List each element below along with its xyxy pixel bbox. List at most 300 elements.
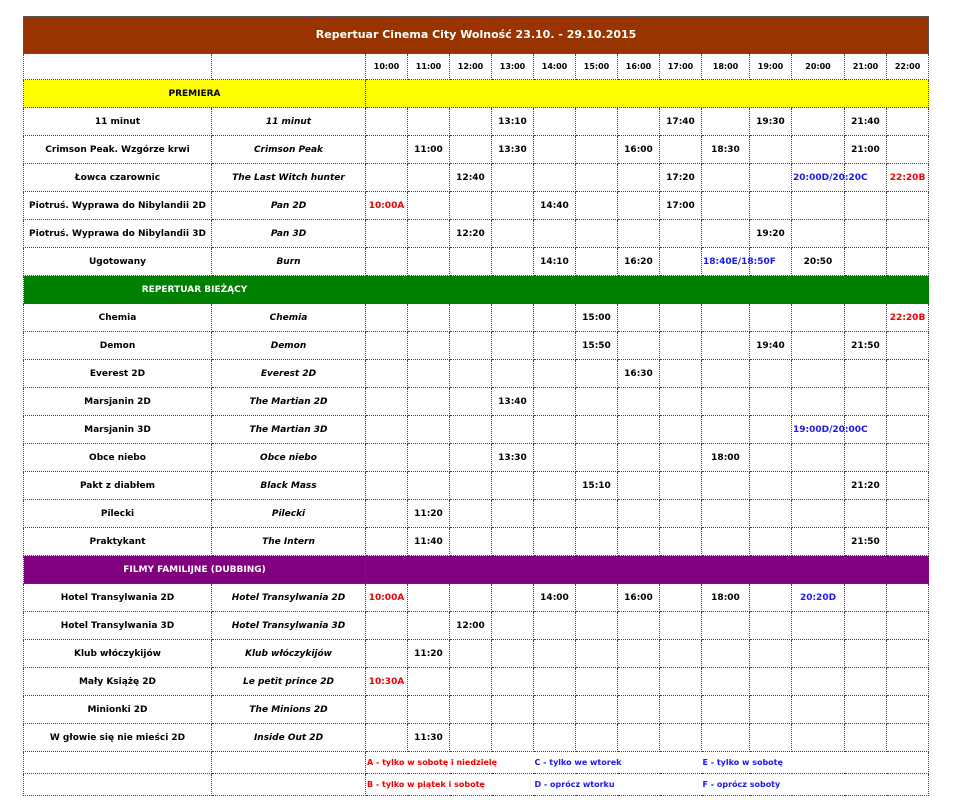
legend-note: F - oprócz soboty xyxy=(702,774,929,796)
movie-title-original: 11 minut xyxy=(212,108,366,136)
movie-row xyxy=(24,612,929,640)
showtime-cell xyxy=(702,192,750,220)
showtime-cell xyxy=(576,248,618,276)
showtime-cell: 16:30 xyxy=(618,360,660,388)
showtime-cell xyxy=(792,724,845,752)
showtime-cell xyxy=(366,528,408,556)
showtime-cell: 13:30 xyxy=(492,444,534,472)
showtime-cell xyxy=(660,640,702,668)
showtime-cell xyxy=(492,164,534,192)
showtime-cell xyxy=(660,696,702,724)
movie-row xyxy=(24,360,929,388)
movie-title-pl: Demon xyxy=(24,332,212,360)
showtime-cell xyxy=(845,696,887,724)
movie-title-original: Burn xyxy=(212,248,366,276)
showtime-cell xyxy=(792,388,845,416)
showtime-cell xyxy=(408,388,450,416)
showtime-cell xyxy=(618,416,660,444)
showtime-cell xyxy=(792,192,845,220)
movie-row xyxy=(24,136,929,164)
showtime-cell xyxy=(492,332,534,360)
showtime-cell xyxy=(887,612,929,640)
showtime-cell xyxy=(887,668,929,696)
showtime-cell xyxy=(887,640,929,668)
showtime-cell xyxy=(750,472,792,500)
showtime-cell xyxy=(534,696,576,724)
showtime-cell: 18:00 xyxy=(702,584,750,612)
showtime-cell: 10:00A xyxy=(366,192,408,220)
movie-title-pl: Crimson Peak. Wzgórze krwi xyxy=(24,136,212,164)
showtime-cell xyxy=(792,472,845,500)
legend-note: E - tylko w sobotę xyxy=(702,752,929,774)
showtime-cell: 11:40 xyxy=(408,528,450,556)
hour-header: 16:00 xyxy=(618,54,660,80)
showtime-cell xyxy=(660,388,702,416)
movie-title-pl: Piotruś. Wyprawa do Nibylandii 3D xyxy=(24,220,212,248)
showtime-cell xyxy=(408,332,450,360)
showtime-cell xyxy=(534,416,576,444)
showtime-cell xyxy=(492,528,534,556)
showtime-cell xyxy=(534,472,576,500)
showtime-cell xyxy=(750,668,792,696)
showtime-cell xyxy=(576,136,618,164)
showtime-cell: 21:50 xyxy=(845,332,887,360)
showtime-cell xyxy=(618,500,660,528)
movie-row xyxy=(24,164,929,192)
showtime-cell xyxy=(750,388,792,416)
showtime-cell: 16:00 xyxy=(618,136,660,164)
showtime-cell: 14:40 xyxy=(534,192,576,220)
movie-title-pl: Mały Książę 2D xyxy=(24,668,212,696)
showtime-cell xyxy=(887,136,929,164)
showtime-cell xyxy=(534,388,576,416)
showtime-cell xyxy=(845,444,887,472)
movie-title-pl: Hotel Transylwania 2D xyxy=(24,584,212,612)
movie-title-original: The Last Witch hunter xyxy=(212,164,366,192)
showtime-cell xyxy=(618,640,660,668)
legend-blank xyxy=(24,774,212,796)
movie-row xyxy=(24,696,929,724)
movie-row xyxy=(24,192,929,220)
movie-title-pl: Piotruś. Wyprawa do Nibylandii 2D xyxy=(24,192,212,220)
showtime-cell xyxy=(534,528,576,556)
showtime-cell: 17:00 xyxy=(660,192,702,220)
showtime-cell xyxy=(450,500,492,528)
showtime-cell: 21:20 xyxy=(845,472,887,500)
section-label: PREMIERA xyxy=(24,80,366,108)
showtime-cell xyxy=(366,108,408,136)
showtime-cell xyxy=(618,220,660,248)
showtime-cell xyxy=(366,472,408,500)
showtime-cell xyxy=(845,584,887,612)
showtime-cell xyxy=(702,724,750,752)
showtime-cell xyxy=(702,696,750,724)
hour-header: 17:00 xyxy=(660,54,702,80)
showtime-cell xyxy=(660,136,702,164)
showtime-cell xyxy=(750,136,792,164)
movie-title-pl: Marsjanin 3D xyxy=(24,416,212,444)
movie-row xyxy=(24,724,929,752)
movie-row xyxy=(24,640,929,668)
showtime-cell xyxy=(366,332,408,360)
showtime-cell xyxy=(366,416,408,444)
showtime-cell xyxy=(618,304,660,332)
showtime-cell xyxy=(887,696,929,724)
hour-header: 13:00 xyxy=(492,54,534,80)
showtime-cell xyxy=(618,472,660,500)
showtime-cell: 11:30 xyxy=(408,724,450,752)
showtime-cell xyxy=(576,192,618,220)
showtime-cell: 10:30A xyxy=(366,668,408,696)
schedule-table xyxy=(23,16,929,796)
movie-row xyxy=(24,108,929,136)
movie-title-pl: Hotel Transylwania 3D xyxy=(24,612,212,640)
showtime-cell xyxy=(845,192,887,220)
movie-title-pl: Łowca czarownic xyxy=(24,164,212,192)
showtime-cell: 12:00 xyxy=(450,612,492,640)
movie-row xyxy=(24,584,929,612)
showtime-cell xyxy=(492,640,534,668)
showtime-cell xyxy=(534,164,576,192)
showtime-cell xyxy=(366,304,408,332)
movie-title-original: Black Mass xyxy=(212,472,366,500)
showtime-cell: 17:40 xyxy=(660,108,702,136)
showtime-cell xyxy=(366,640,408,668)
movie-title-original: Hotel Transylwania 2D xyxy=(212,584,366,612)
showtime-cell xyxy=(618,612,660,640)
showtime-cell xyxy=(845,612,887,640)
showtime-cell: 19:30 xyxy=(750,108,792,136)
section-band xyxy=(366,80,929,108)
showtime-cell xyxy=(887,108,929,136)
showtime-cell xyxy=(702,416,750,444)
showtime-cell xyxy=(750,696,792,724)
showtime-cell xyxy=(660,220,702,248)
showtime-cell xyxy=(408,108,450,136)
showtime-cell xyxy=(534,724,576,752)
showtime-cell: 13:40 xyxy=(492,388,534,416)
showtime-cell xyxy=(660,248,702,276)
showtime-cell xyxy=(750,612,792,640)
showtime-cell: 20:00D/20:20C xyxy=(792,164,845,192)
showtime-cell xyxy=(887,500,929,528)
movie-title-pl: Klub włóczykijów xyxy=(24,640,212,668)
showtime-cell xyxy=(845,248,887,276)
movie-title-original: Pilecki xyxy=(212,500,366,528)
section-row xyxy=(24,276,929,304)
showtime-cell xyxy=(660,360,702,388)
showtime-cell xyxy=(408,192,450,220)
showtime-cell xyxy=(660,528,702,556)
showtime-cell xyxy=(534,444,576,472)
movie-title-original: Demon xyxy=(212,332,366,360)
page-title: Repertuar Cinema City Wolność 23.10. - 29.10.2015 xyxy=(24,17,929,54)
showtime-cell: 11:00 xyxy=(408,136,450,164)
legend-blank xyxy=(212,752,366,774)
showtime-cell xyxy=(450,444,492,472)
movie-title-original: Chemia xyxy=(212,304,366,332)
showtime-cell: 16:00 xyxy=(618,584,660,612)
showtime-cell: 21:50 xyxy=(845,528,887,556)
movie-row xyxy=(24,248,929,276)
showtime-cell xyxy=(660,304,702,332)
showtime-cell: 14:00 xyxy=(534,584,576,612)
showtime-cell xyxy=(750,444,792,472)
section-row xyxy=(24,80,929,108)
showtime-cell xyxy=(702,472,750,500)
showtime-cell xyxy=(660,500,702,528)
showtime-cell: 18:40E/18:50F xyxy=(702,248,750,276)
showtime-cell xyxy=(887,444,929,472)
showtime-cell xyxy=(618,388,660,416)
showtime-cell xyxy=(534,668,576,696)
movie-title-pl: Praktykant xyxy=(24,528,212,556)
showtime-cell xyxy=(408,584,450,612)
showtime-cell xyxy=(492,696,534,724)
section-label: REPERTUAR BIEŻĄCY xyxy=(24,276,366,304)
showtime-cell: 10:00A xyxy=(366,584,408,612)
legend-note: D - oprócz wtorku xyxy=(534,774,702,796)
header-blank-pl xyxy=(24,54,212,80)
legend-note: A - tylko w sobotę i niedzielę xyxy=(366,752,534,774)
showtime-cell xyxy=(702,304,750,332)
movie-title-pl: Everest 2D xyxy=(24,360,212,388)
movie-title-pl: W głowie się nie mieści 2D xyxy=(24,724,212,752)
movie-title-original: Inside Out 2D xyxy=(212,724,366,752)
showtime-cell xyxy=(618,724,660,752)
showtime-cell xyxy=(576,444,618,472)
showtime-cell xyxy=(887,388,929,416)
showtime-cell xyxy=(408,360,450,388)
showtime-cell xyxy=(492,612,534,640)
showtime-cell xyxy=(660,332,702,360)
showtime-cell: 14:10 xyxy=(534,248,576,276)
showtime-cell xyxy=(408,668,450,696)
showtime-cell xyxy=(576,500,618,528)
showtime-cell xyxy=(792,304,845,332)
showtime-cell xyxy=(576,220,618,248)
showtime-cell xyxy=(492,192,534,220)
section-row xyxy=(24,556,929,584)
movie-title-pl: Obce niebo xyxy=(24,444,212,472)
showtime-cell xyxy=(792,696,845,724)
section-label: FILMY FAMILIJNE (DUBBING) xyxy=(24,556,366,584)
showtime-cell: 19:20 xyxy=(750,220,792,248)
showtime-cell xyxy=(366,164,408,192)
showtime-cell xyxy=(366,388,408,416)
showtime-cell xyxy=(887,416,929,444)
movie-row xyxy=(24,472,929,500)
showtime-cell xyxy=(845,388,887,416)
showtime-cell xyxy=(750,304,792,332)
showtime-cell xyxy=(887,360,929,388)
showtime-cell xyxy=(450,136,492,164)
movie-title-pl: Chemia xyxy=(24,304,212,332)
legend-blank xyxy=(212,774,366,796)
showtime-cell: 13:30 xyxy=(492,136,534,164)
showtime-cell xyxy=(845,668,887,696)
showtime-cell xyxy=(576,360,618,388)
showtime-cell xyxy=(576,584,618,612)
showtime-cell xyxy=(534,136,576,164)
showtime-cell xyxy=(702,108,750,136)
hour-header: 20:00 xyxy=(792,54,845,80)
showtime-cell xyxy=(492,304,534,332)
movie-row xyxy=(24,444,929,472)
showtime-cell: 15:10 xyxy=(576,472,618,500)
showtime-cell xyxy=(450,416,492,444)
showtime-cell xyxy=(408,164,450,192)
hours-row xyxy=(24,54,929,80)
showtime-cell xyxy=(792,220,845,248)
showtime-cell: 13:10 xyxy=(492,108,534,136)
movie-title-original: The Minions 2D xyxy=(212,696,366,724)
movie-row xyxy=(24,668,929,696)
showtime-cell xyxy=(618,528,660,556)
showtime-cell xyxy=(750,724,792,752)
showtime-cell xyxy=(492,500,534,528)
showtime-cell xyxy=(750,192,792,220)
showtime-cell xyxy=(366,444,408,472)
showtime-cell xyxy=(492,724,534,752)
showtime-cell: 22:20B xyxy=(887,304,929,332)
showtime-cell xyxy=(450,584,492,612)
legend-note: C - tylko we wtorek xyxy=(534,752,702,774)
hour-header: 15:00 xyxy=(576,54,618,80)
movie-title-original: Le petit prince 2D xyxy=(212,668,366,696)
showtime-cell xyxy=(492,668,534,696)
showtime-cell xyxy=(450,248,492,276)
showtime-cell xyxy=(887,472,929,500)
title-row xyxy=(24,17,929,54)
movie-row xyxy=(24,528,929,556)
showtime-cell xyxy=(887,220,929,248)
showtime-cell: 11:20 xyxy=(408,640,450,668)
showtime-cell: 18:00 xyxy=(702,444,750,472)
showtime-cell xyxy=(492,248,534,276)
showtime-cell xyxy=(576,388,618,416)
showtime-cell xyxy=(792,108,845,136)
showtime-cell xyxy=(534,360,576,388)
showtime-cell xyxy=(792,612,845,640)
showtime-cell xyxy=(702,612,750,640)
showtime-cell xyxy=(887,528,929,556)
showtime-cell xyxy=(408,416,450,444)
showtime-cell xyxy=(618,444,660,472)
showtime-cell xyxy=(845,360,887,388)
showtime-cell xyxy=(492,220,534,248)
movie-title-original: Klub włóczykijów xyxy=(212,640,366,668)
showtime-cell xyxy=(702,164,750,192)
showtime-cell xyxy=(408,472,450,500)
showtime-cell xyxy=(408,248,450,276)
showtime-cell xyxy=(750,584,792,612)
showtime-cell xyxy=(408,612,450,640)
showtime-cell xyxy=(618,696,660,724)
showtime-cell xyxy=(534,640,576,668)
showtime-cell xyxy=(408,444,450,472)
showtime-cell xyxy=(702,220,750,248)
showtime-cell xyxy=(534,108,576,136)
movie-title-pl: Minionki 2D xyxy=(24,696,212,724)
showtime-cell xyxy=(750,500,792,528)
movie-row xyxy=(24,332,929,360)
showtime-cell xyxy=(702,360,750,388)
hour-header: 22:00 xyxy=(887,54,929,80)
showtime-cell xyxy=(534,500,576,528)
showtime-cell: 21:00 xyxy=(845,136,887,164)
showtime-cell xyxy=(618,108,660,136)
hour-header: 19:00 xyxy=(750,54,792,80)
hour-header: 21:00 xyxy=(845,54,887,80)
showtime-cell: 16:20 xyxy=(618,248,660,276)
movie-title-pl: Marsjanin 2D xyxy=(24,388,212,416)
showtime-cell xyxy=(408,696,450,724)
showtime-cell xyxy=(887,584,929,612)
movie-title-original: Pan 2D xyxy=(212,192,366,220)
movie-row xyxy=(24,416,929,444)
showtime-cell xyxy=(534,332,576,360)
showtime-cell xyxy=(887,332,929,360)
hour-header: 11:00 xyxy=(408,54,450,80)
hour-header: 12:00 xyxy=(450,54,492,80)
showtime-cell xyxy=(576,108,618,136)
movie-row xyxy=(24,304,929,332)
showtime-cell xyxy=(660,612,702,640)
showtime-cell xyxy=(492,472,534,500)
showtime-cell xyxy=(660,584,702,612)
showtime-cell xyxy=(792,528,845,556)
movie-title-pl: Ugotowany xyxy=(24,248,212,276)
showtime-cell xyxy=(450,304,492,332)
showtime-cell xyxy=(450,528,492,556)
showtime-cell: 21:40 xyxy=(845,108,887,136)
showtime-cell xyxy=(366,696,408,724)
showtime-cell xyxy=(750,528,792,556)
movie-row xyxy=(24,220,929,248)
showtime-cell xyxy=(408,220,450,248)
showtime-cell xyxy=(845,724,887,752)
showtime-cell: 11:20 xyxy=(408,500,450,528)
header-blank-orig xyxy=(212,54,366,80)
showtime-cell xyxy=(702,388,750,416)
showtime-cell xyxy=(366,360,408,388)
legend-note: B - tylko w piątek i sobotę xyxy=(366,774,534,796)
showtime-cell xyxy=(660,444,702,472)
showtime-cell xyxy=(845,304,887,332)
showtime-cell xyxy=(660,472,702,500)
showtime-cell xyxy=(660,724,702,752)
showtime-cell: 19:00D/20:00C xyxy=(792,416,845,444)
showtime-cell xyxy=(618,332,660,360)
showtime-cell: 15:00 xyxy=(576,304,618,332)
movie-title-pl: Pakt z diabłem xyxy=(24,472,212,500)
showtime-cell xyxy=(450,668,492,696)
movie-title-pl: Pilecki xyxy=(24,500,212,528)
movie-title-original: Obce niebo xyxy=(212,444,366,472)
showtime-cell xyxy=(534,612,576,640)
showtime-cell xyxy=(887,248,929,276)
showtime-cell xyxy=(702,668,750,696)
showtime-cell xyxy=(618,164,660,192)
movie-title-original: The Martian 3D xyxy=(212,416,366,444)
showtime-cell xyxy=(750,360,792,388)
movie-title-pl: 11 minut xyxy=(24,108,212,136)
showtime-cell xyxy=(576,696,618,724)
legend-row xyxy=(24,774,929,796)
showtime-cell xyxy=(750,416,792,444)
showtime-cell: 18:30 xyxy=(702,136,750,164)
